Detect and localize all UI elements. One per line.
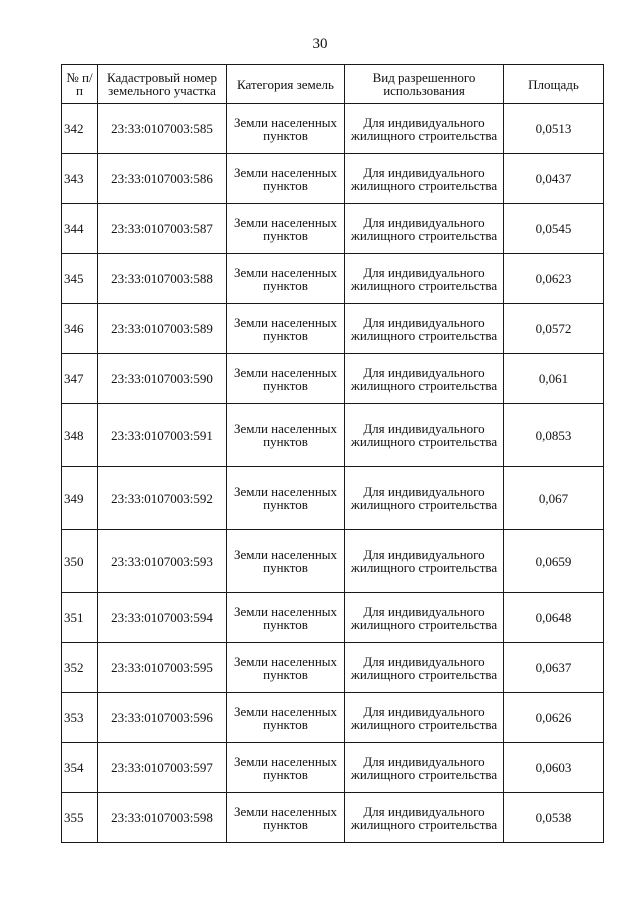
cell-cadastral: 23:33:0107003:592 (98, 467, 227, 530)
table-row (62, 467, 604, 530)
cell-use: Для индивидуального жилищного строительства (345, 404, 504, 467)
cell-category: Земли населенных пунктов (227, 204, 345, 254)
cell-area: 0,0659 (504, 530, 604, 593)
cell-use: Для индивидуального жилищного строительства (345, 593, 504, 643)
cell-cadastral: 23:33:0107003:596 (98, 693, 227, 743)
cell-cadastral: 23:33:0107003:585 (98, 104, 227, 154)
cell-use: Для индивидуального жилищного строительства (345, 154, 504, 204)
cell-area: 0,0572 (504, 304, 604, 354)
table-row (62, 254, 604, 304)
header-area: Площадь (504, 65, 604, 104)
table-header-row (62, 65, 604, 104)
table-row (62, 743, 604, 793)
cell-num: 349 (62, 467, 98, 530)
cell-category: Земли населенных пунктов (227, 154, 345, 204)
cell-num: 343 (62, 154, 98, 204)
cell-use: Для индивидуального жилищного строительства (345, 793, 504, 843)
cell-area: 0,0853 (504, 404, 604, 467)
header-cadastral: Кадастровый номер земельного участка (98, 65, 227, 104)
cell-category: Земли населенных пунктов (227, 254, 345, 304)
cell-use: Для индивидуального жилищного строительства (345, 254, 504, 304)
cell-area: 0,0538 (504, 793, 604, 843)
cell-category: Земли населенных пунктов (227, 693, 345, 743)
cell-cadastral: 23:33:0107003:591 (98, 404, 227, 467)
table-row (62, 204, 604, 254)
cell-category: Земли населенных пунктов (227, 304, 345, 354)
table-row (62, 593, 604, 643)
cell-cadastral: 23:33:0107003:597 (98, 743, 227, 793)
cell-num: 344 (62, 204, 98, 254)
cell-area: 0,0603 (504, 743, 604, 793)
cell-cadastral: 23:33:0107003:595 (98, 643, 227, 693)
table-row (62, 104, 604, 154)
cell-category: Земли населенных пунктов (227, 530, 345, 593)
cell-num: 352 (62, 643, 98, 693)
cell-area: 0,0648 (504, 593, 604, 643)
cell-num: 346 (62, 304, 98, 354)
cell-cadastral: 23:33:0107003:589 (98, 304, 227, 354)
cell-cadastral: 23:33:0107003:598 (98, 793, 227, 843)
cell-area: 0,0626 (504, 693, 604, 743)
cell-num: 351 (62, 593, 98, 643)
cell-num: 354 (62, 743, 98, 793)
table-row (62, 530, 604, 593)
cell-area: 0,0637 (504, 643, 604, 693)
table-row (62, 154, 604, 204)
cell-num: 348 (62, 404, 98, 467)
table-row (62, 304, 604, 354)
cell-category: Земли населенных пунктов (227, 354, 345, 404)
cell-category: Земли населенных пунктов (227, 593, 345, 643)
cell-area: 0,0545 (504, 204, 604, 254)
header-num: № п/п (62, 65, 98, 104)
cell-category: Земли населенных пунктов (227, 643, 345, 693)
cell-use: Для индивидуального жилищного строительства (345, 530, 504, 593)
cell-category: Земли населенных пунктов (227, 404, 345, 467)
cell-use: Для индивидуального жилищного строительства (345, 304, 504, 354)
table-row (62, 354, 604, 404)
cell-num: 350 (62, 530, 98, 593)
table-row (62, 404, 604, 467)
cell-cadastral: 23:33:0107003:590 (98, 354, 227, 404)
cell-area: 0,061 (504, 354, 604, 404)
cell-area: 0,0623 (504, 254, 604, 304)
cell-area: 0,0437 (504, 154, 604, 204)
table-row (62, 693, 604, 743)
cell-use: Для индивидуального жилищного строительства (345, 354, 504, 404)
cell-cadastral: 23:33:0107003:587 (98, 204, 227, 254)
cell-area: 0,067 (504, 467, 604, 530)
land-plots-table (61, 64, 604, 843)
cell-cadastral: 23:33:0107003:588 (98, 254, 227, 304)
cell-use: Для индивидуального жилищного строительства (345, 743, 504, 793)
table-row (62, 793, 604, 843)
page-number: 30 (312, 36, 328, 52)
cell-use: Для индивидуального жилищного строительства (345, 643, 504, 693)
cell-cadastral: 23:33:0107003:586 (98, 154, 227, 204)
cell-category: Земли населенных пунктов (227, 104, 345, 154)
cell-use: Для индивидуального жилищного строительства (345, 204, 504, 254)
table-row (62, 643, 604, 693)
cell-category: Земли населенных пунктов (227, 743, 345, 793)
cell-area: 0,0513 (504, 104, 604, 154)
cell-num: 342 (62, 104, 98, 154)
header-category: Категория земель (227, 65, 345, 104)
cell-num: 347 (62, 354, 98, 404)
cell-num: 353 (62, 693, 98, 743)
cell-use: Для индивидуального жилищного строительства (345, 104, 504, 154)
cell-use: Для индивидуального жилищного строительства (345, 467, 504, 530)
table-body (62, 104, 604, 843)
cell-cadastral: 23:33:0107003:594 (98, 593, 227, 643)
cell-num: 345 (62, 254, 98, 304)
cell-cadastral: 23:33:0107003:593 (98, 530, 227, 593)
cell-use: Для индивидуального жилищного строительства (345, 693, 504, 743)
cell-category: Земли населенных пунктов (227, 467, 345, 530)
cell-num: 355 (62, 793, 98, 843)
cell-category: Земли населенных пунктов (227, 793, 345, 843)
header-use: Вид разрешенного использования (345, 65, 504, 104)
